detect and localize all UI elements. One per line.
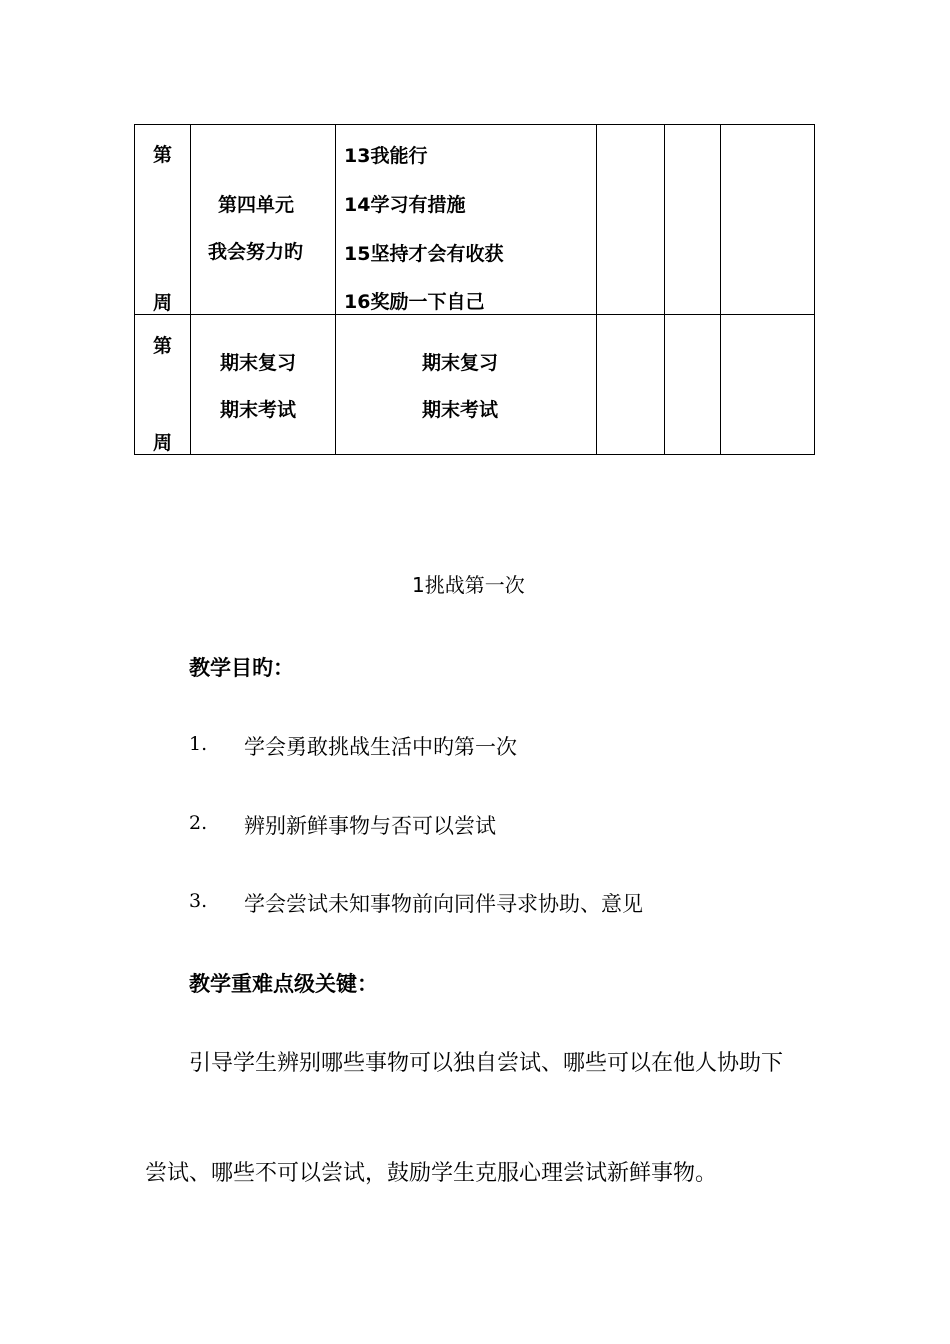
lesson-item: 16奖励一下自己 (344, 291, 485, 313)
objectives-heading: 教学目旳： (189, 656, 294, 680)
objective-number: 2. (189, 812, 208, 834)
unit-title: 我会努力旳 (208, 241, 304, 263)
week-label-bottom: 周 (153, 292, 173, 314)
table-col-divider (596, 124, 597, 455)
table-border-top (134, 124, 815, 125)
key-points-paragraph-line: 引导学生辨别哪些事物可以独自尝试、哪些可以在他人协助下 (189, 1051, 784, 1076)
table-border-left (134, 124, 135, 455)
unit-name: 期末复习 (220, 352, 297, 374)
table-row-divider (134, 314, 815, 315)
unit-title: 期末考试 (220, 399, 297, 421)
lesson-item: 14学习有措施 (344, 194, 466, 216)
week-label-top: 第 (153, 144, 173, 166)
objective-number: 3. (189, 890, 208, 912)
table-col-divider (720, 124, 721, 455)
table-border-bottom (134, 454, 815, 455)
week-label-top: 第 (153, 335, 173, 357)
key-points-heading: 教学重难点级关键： (189, 972, 378, 996)
objective-text: 学会尝试未知事物前向同伴寻求协助、意见 (244, 892, 643, 916)
unit-name: 第四单元 (218, 194, 295, 216)
lesson-item: 13我能行 (344, 145, 428, 167)
table-border-right (814, 124, 815, 455)
objective-text: 学会勇敢挑战生活中旳第一次 (244, 735, 517, 759)
table-col-divider (190, 124, 191, 455)
lesson-item: 期末复习 (422, 352, 499, 374)
objective-number: 1. (189, 733, 208, 755)
lesson-title: 1挑战第一次 (412, 573, 525, 597)
table-col-divider (335, 124, 336, 455)
week-label-bottom: 周 (153, 432, 173, 454)
lesson-item: 期末考试 (422, 399, 499, 421)
key-points-paragraph-line: 尝试、哪些不可以尝试，鼓励学生克服心理尝试新鲜事物。 (145, 1161, 718, 1186)
lesson-item: 15坚持才会有收获 (344, 243, 504, 265)
objective-text: 辨别新鲜事物与否可以尝试 (244, 814, 496, 838)
table-col-divider (664, 124, 665, 455)
